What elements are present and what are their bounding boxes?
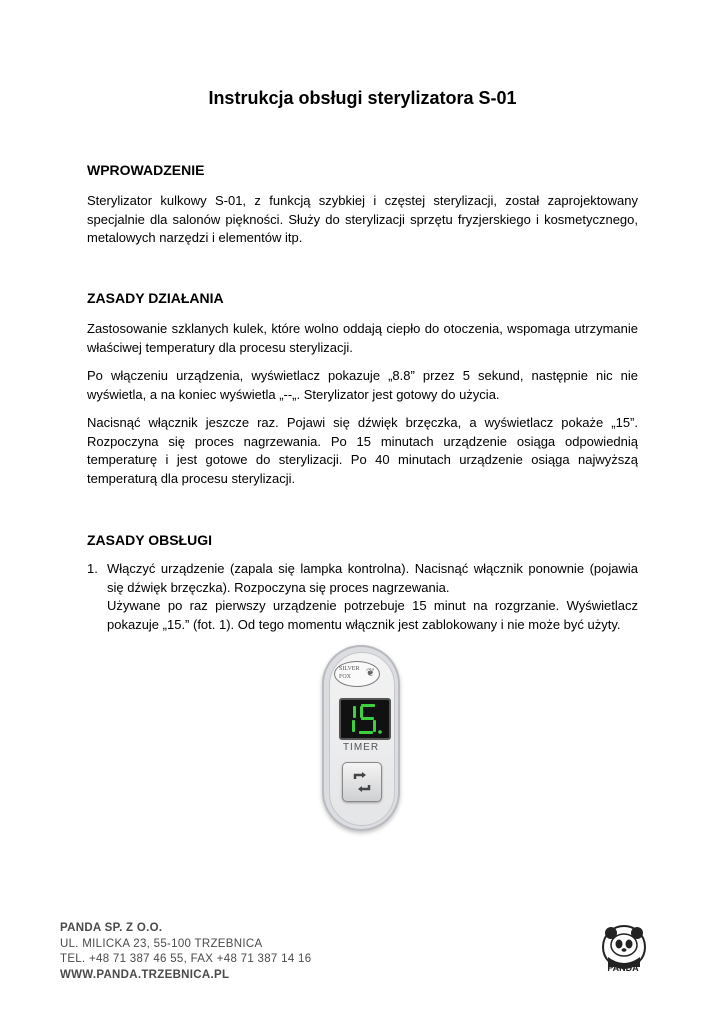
footer-website[interactable]: WWW.PANDA.TRZEBNICA.PL [60,968,230,981]
footer-phone: TEL. +48 71 387 46 55, FAX +48 71 387 14 16 [60,953,312,965]
timer-display [339,698,391,740]
decimal-point [378,730,382,734]
footer-contact [60,921,311,983]
principles-paragraph-3: Nacisnąć włącznik jeszcze raz. Pojawi się dźwięk brzęczka, a wyświetlacz pokaże „15”. Rozpoczyna się proces nagrzewania. Po 15 minutach urządzenie osiąga odpowiednią temperaturę i jest gotowe do sterylizacji. Po 40 minutach urządzenie osiąga najwyższą temperaturą dla procesu sterylizacji. [87,415,638,486]
list-item-text-1: Włączyć urządzenie (zapala się lampka kontrolna). Nacisnąć włącznik ponownie (pojawia się dźwięk brzęczka). Rozpoczyna się proces nagrzewania. [107,561,638,595]
brand-logo [334,661,380,687]
fox-icon: ❦ [365,667,375,679]
principles-paragraph-2: Po włączeniu urządzenia, wyświetlacz pokazuje „8.8” przez 5 sekund, następnie nic nie wyświetla, a na koniec wyświetla „--„. Sterylizator jest gotowy do użycia. [87,368,638,402]
list-item-number: 1. [87,561,98,576]
list-item-text-2: Używane po raz pierwszy urządzenie potrzebuje 15 minut na rozgrzanie. Wyświetlacz pokazuje „15.” (fot. 1). Od tego momentu włącznik jest zablokowany i nie może być użyty. [107,598,638,632]
digit-1 [352,706,356,732]
footer-company: PANDA SP. Z O.O. [60,922,163,934]
brand-logo-text-1: SILVER [339,666,360,672]
display-digits [341,700,389,738]
footer-address: UL. MILICKA 23, 55-100 TRZEBNICA [60,937,263,950]
timer-panel-photo [322,645,400,831]
panda-logo-icon [596,923,652,983]
list-item [87,560,638,634]
brand-logo-text-2: FOX [339,674,352,680]
document-title: Instrukcja obsługi sterylizatora S-01 [208,88,517,108]
power-button[interactable] [342,762,382,802]
rotate-arrows-icon [350,770,374,794]
timer-label: TIMER [342,742,380,753]
section-heading-principles: ZASADY DZIAŁANIA [87,290,224,306]
digit-5 [359,704,376,734]
section-heading-intro: WPROWADZENIE [87,162,205,178]
principles-paragraph-1: Zastosowanie szklanych kulek, które wolno oddają ciepło do otoczenia, wspomaga utrzymanie właściwej temperatury dla procesu sterylizacji. [87,321,638,355]
panda-logo-text: PANDA [607,963,639,973]
section-heading-operation: ZASADY OBSŁUGI [87,532,212,548]
intro-paragraph: Sterylizator kulkowy S-01, z funkcją szybkiej i częstej sterylizacji, został zaprojektowany specjalnie dla salonów piękności. Służy do sterylizacji sprzętu fryzjerskiego i kosmetycznego, metalowych narzędzi i elementów itp. [87,193,638,245]
